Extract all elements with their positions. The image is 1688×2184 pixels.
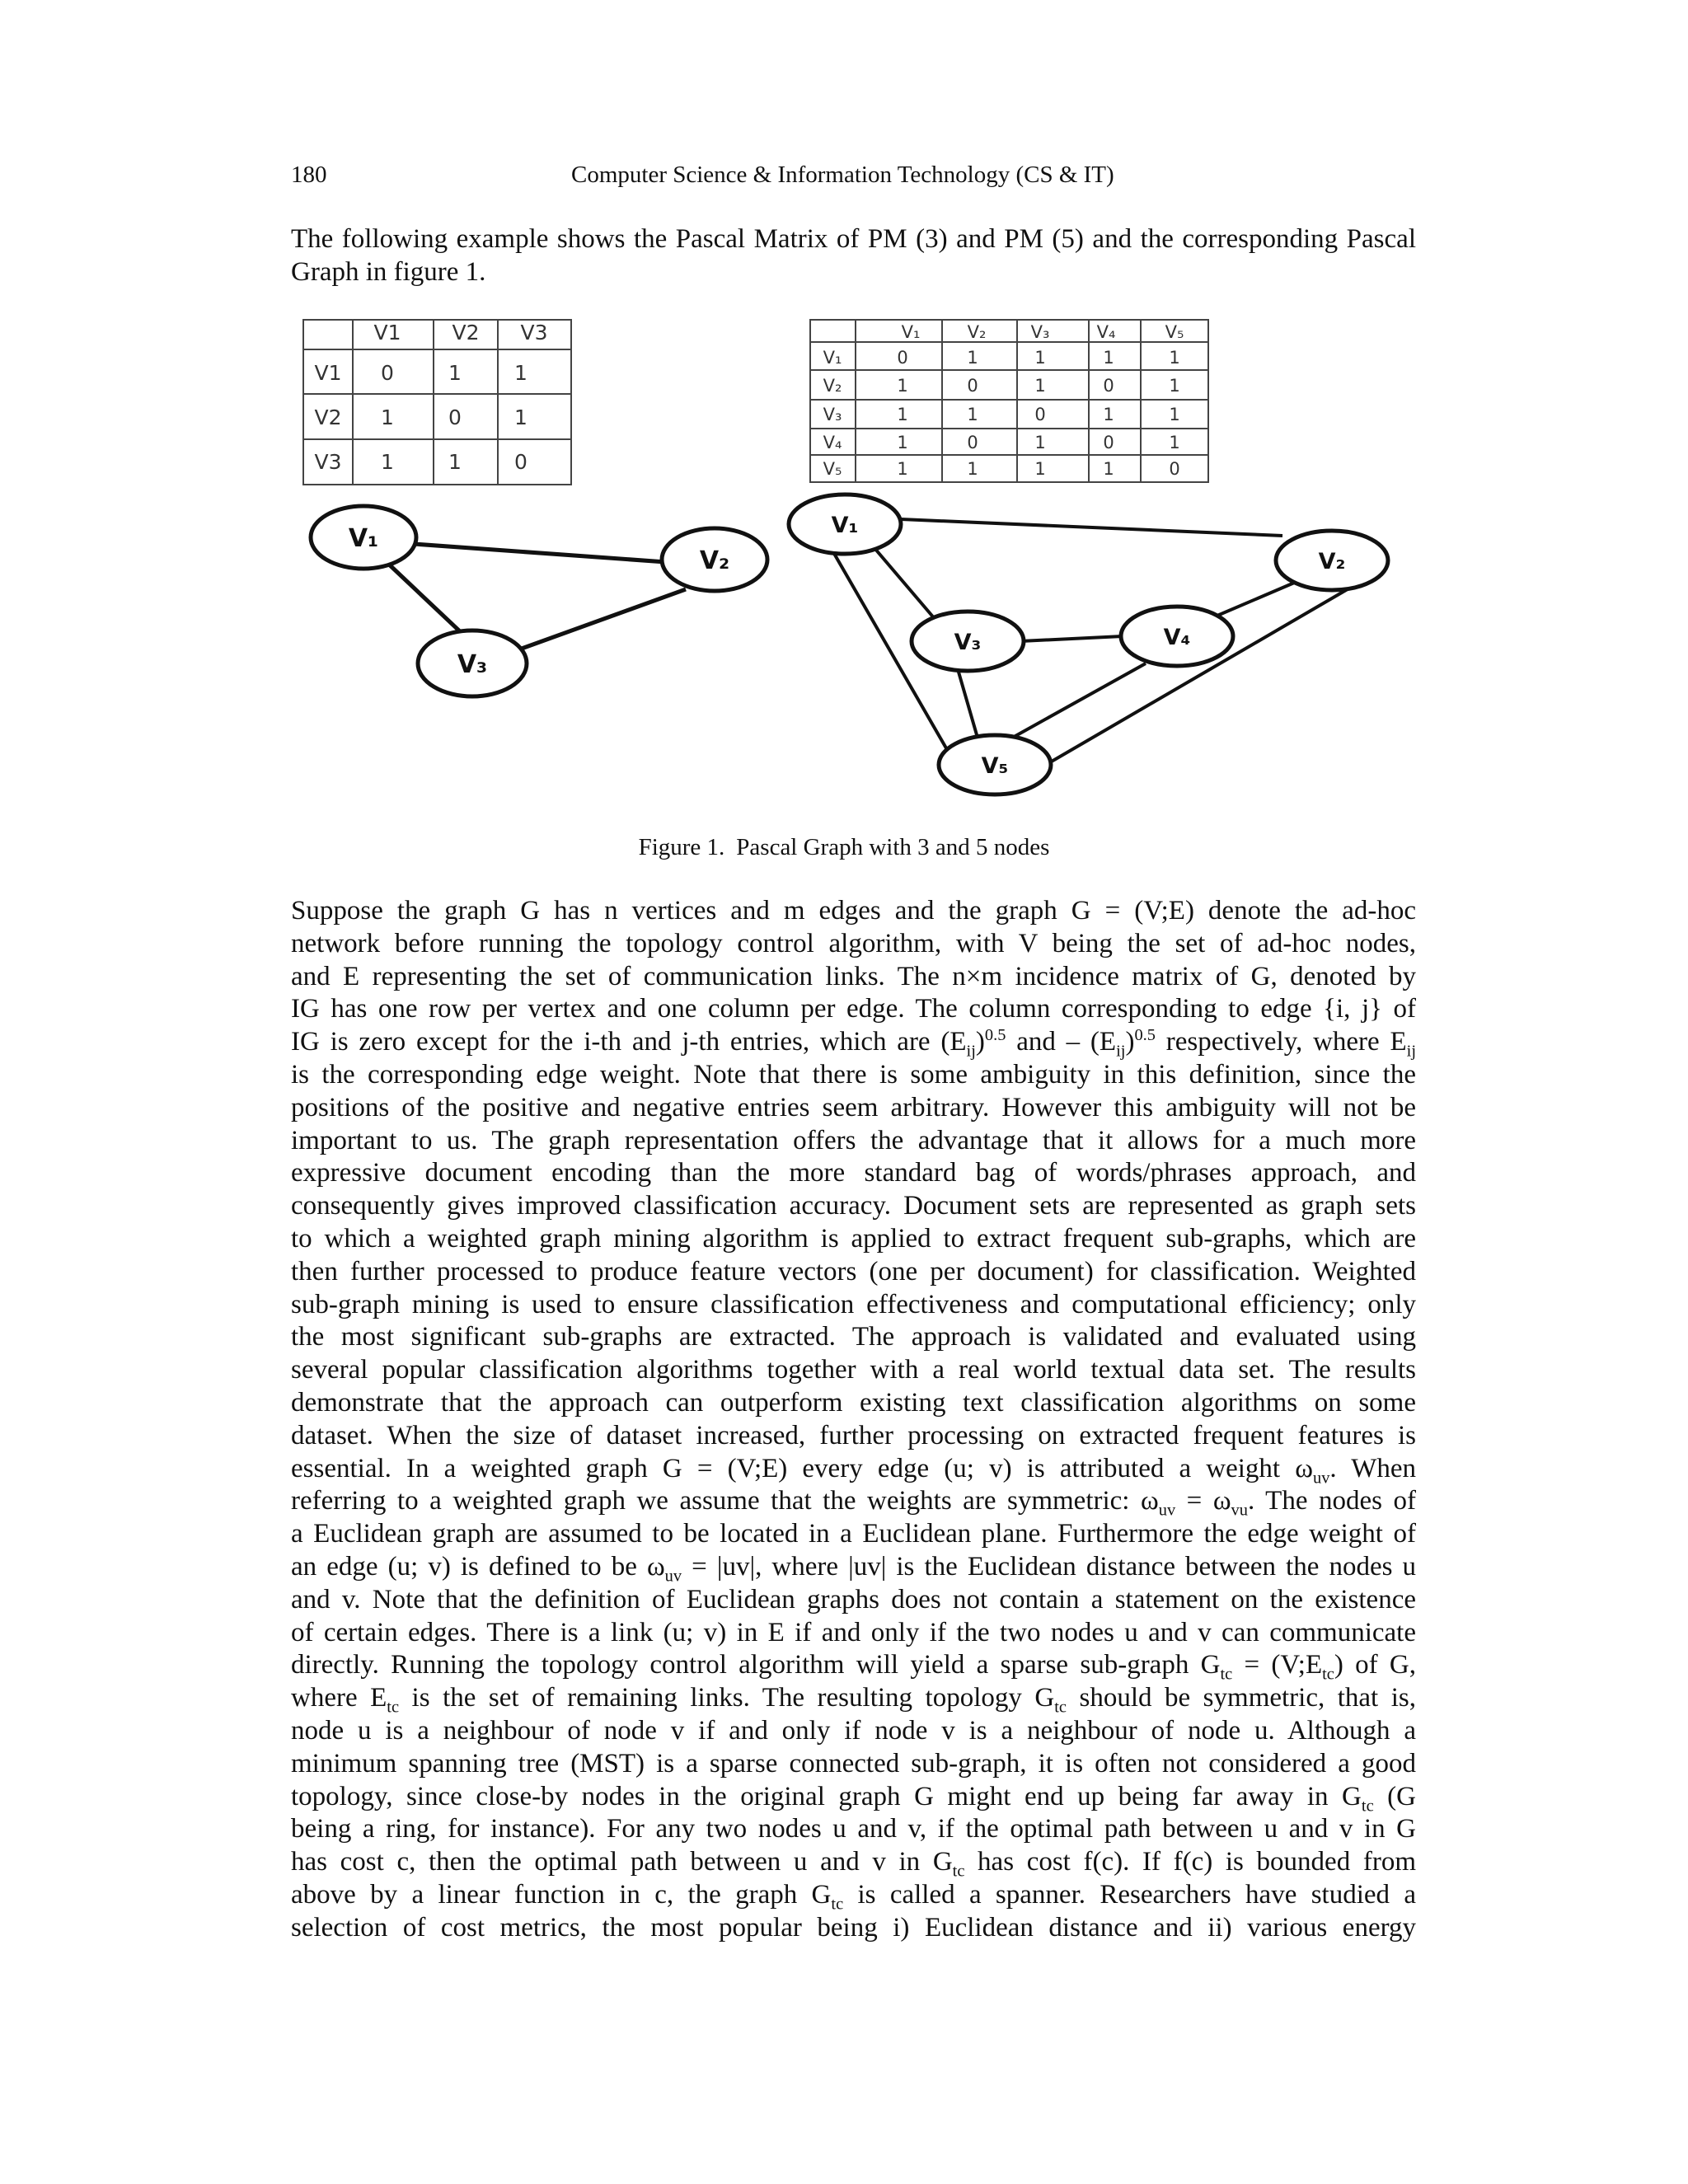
graph3-edge [387, 563, 462, 633]
matrix5-cell: 0 [967, 376, 978, 396]
graph5-edge [1008, 663, 1146, 740]
matrix3-header: V2 [452, 321, 480, 344]
matrix3-cell: 1 [514, 405, 528, 429]
graph5-node-label: V₂ [1318, 549, 1346, 574]
body-line: is the corresponding edge weight. Note that there is some ambiguity in this definition, since the [291, 1059, 1416, 1090]
matrix5-cell: 1 [1103, 459, 1114, 479]
graph5-edge [870, 542, 935, 620]
matrix3-table [303, 320, 571, 485]
matrix5-cell: 0 [967, 433, 978, 452]
graph5-node-label: V₃ [954, 630, 982, 655]
matrix5-cell: 1 [1034, 376, 1046, 396]
matrix3-cell: 0 [448, 405, 462, 429]
graph5-edge [901, 519, 1282, 536]
intro-paragraph: The following example shows the Pascal Matrix of PM (3) and PM (5) and the corresponding Pascal Graph in figure 1. [291, 224, 1416, 287]
graph5-node-label: V₅ [981, 753, 1009, 779]
matrix5-header: V₄ [1096, 322, 1116, 342]
matrix3-cell: 1 [381, 450, 394, 474]
body-line: minimum spanning tree (MST) is a sparse connected sub-graph, it is often not considered a good [291, 1748, 1416, 1779]
body-line: several popular classification algorithms together with a real world textual data set. The results [291, 1355, 1416, 1385]
body-line: then further processed to produce feature vectors (one per document) for classification. Weighted [291, 1256, 1416, 1286]
graph3 [311, 506, 767, 696]
body-line: of certain edges. There is a link (u; v) in E if and only if the two nodes u and v can communicate [291, 1617, 1416, 1647]
body-line: demonstrate that the approach can outperform existing text classification algorithms on some [291, 1387, 1416, 1418]
graph5 [789, 494, 1388, 794]
matrix3-cell: 1 [448, 361, 462, 385]
figure-caption-text: Pascal Graph with 3 and 5 nodes [736, 834, 1050, 860]
body-line: a Euclidean graph are assumed to be located in a Euclidean plane. Furthermore the edge weight of [291, 1519, 1416, 1549]
matrix5-cell: 0 [1103, 376, 1114, 396]
matrix5-header: V₃ [1030, 322, 1050, 342]
matrix3-row-label: V2 [314, 405, 342, 429]
matrix5-cell: 1 [1034, 348, 1046, 368]
body-line: node u is a neighbour of node v if and only if node v is a neighbour of node u. Although a [291, 1715, 1416, 1746]
matrix3-header: V1 [373, 321, 401, 344]
matrix5-row-label: V₄ [823, 433, 842, 452]
matrix5-cell: 1 [967, 348, 978, 368]
graph5-node-label: V₄ [1163, 625, 1191, 650]
body-line: directly. Running the topology control algorithm will yield a sparse sub-graph $G_{tc}$ = $(V;E_{tc})$ of G, [291, 1650, 1417, 1684]
figure-caption [0, 834, 1688, 861]
body-line: dataset. When the size of dataset increased, further processing on extracted frequent features is [291, 1420, 1416, 1451]
matrix5-cell: 1 [1103, 405, 1114, 424]
matrix3-cell: 1 [448, 450, 462, 474]
matrix5-row-label: V₃ [823, 405, 842, 424]
graph3-node-label: V₂ [699, 546, 730, 575]
matrix3-cell: 1 [381, 405, 394, 429]
body-line: essential. In a weighted graph G = (V;E) every edge (u; v) is attributed a weight $\omega_{uv}$. When [291, 1453, 1417, 1488]
body-line: important to us. The graph representation offers the advantage that it allows for a much more [291, 1125, 1416, 1155]
matrix5-row-label: V₁ [823, 348, 842, 368]
graph3-edge [519, 589, 686, 649]
matrix5-cell: 1 [1034, 433, 1046, 452]
matrix5-cell: 1 [1169, 433, 1180, 452]
body-line: network before running the topology control algorithm, with V being the set of ad-hoc nodes, [291, 928, 1416, 958]
matrix5-row-label: V₅ [823, 459, 842, 479]
body-line: Suppose the graph G has n vertices and m edges and the graph G = (V;E) denote the ad-hoc [291, 896, 1416, 926]
body-line: consequently gives improved classification accuracy. Document sets are represented as graph sets [291, 1191, 1416, 1221]
body-line: being a ring, for instance). For any two nodes u and v, if the optimal path between u and v in G [291, 1814, 1416, 1844]
matrix3-header: V3 [520, 321, 548, 344]
body-line: topology, since close-by nodes in the original graph G might end up being far away in $G_{tc}$ (G [291, 1781, 1416, 1816]
matrix5-table [810, 320, 1208, 482]
figure-1 [0, 0, 1688, 824]
body-line: referring to a weighted graph we assume that the weights are symmetric: $\omega_{uv} = \omega_{vu}$. The nodes of [291, 1486, 1417, 1520]
body-line: where $E_{tc}$ is the set of remaining links. The resulting topology $G_{tc}$ should be symmetric, that is, [291, 1683, 1416, 1717]
body-line: to which a weighted graph mining algorithm is applied to extract frequent sub-graphs, which are [291, 1223, 1416, 1254]
matrix5-cell: 1 [1169, 405, 1180, 424]
graph3-node-label: V₁ [348, 524, 379, 553]
body-line: expressive document encoding than the more standard bag of words/phrases approach, and [291, 1158, 1416, 1188]
body-line: above by a linear function in c, the graph $G_{tc}$ is called a spanner. Researchers have studied a [291, 1879, 1416, 1914]
matrix5-header: V₁ [901, 322, 921, 342]
matrix5-cell: 0 [1169, 459, 1180, 479]
body-line: selection of cost metrics, the most popular being i) Euclidean distance and ii) various energy [291, 1912, 1416, 1943]
graph3-node-label: V₃ [457, 650, 488, 679]
body-line: an edge (u; v) is defined to be $\omega_{uv} = |uv|$, where |uv| is the Euclidean distance between the nodes u [291, 1551, 1417, 1586]
matrix5-cell: 0 [1034, 405, 1046, 424]
matrix5-cell: 1 [1169, 376, 1180, 396]
body-line: positions of the positive and negative entries seem arbitrary. However this ambiguity will not be [291, 1092, 1416, 1122]
body-line: and E representing the set of communication links. The n×m incidence matrix of G, denoted by [291, 961, 1416, 991]
matrix5-cell: 1 [967, 405, 978, 424]
graph3-edge [414, 544, 666, 562]
body-paragraph [291, 895, 1416, 1945]
matrix5-cell: 1 [897, 433, 908, 452]
matrix5-cell: 1 [897, 405, 908, 424]
matrix5-cell: 1 [1103, 348, 1114, 368]
matrix5-cell: 1 [897, 376, 908, 396]
matrix5-header: V₂ [967, 322, 987, 342]
matrix3-cell: 0 [381, 361, 394, 385]
matrix3-cell: 1 [514, 361, 528, 385]
matrix5-header: V₅ [1165, 322, 1184, 342]
body-line: and v. Note that the definition of Euclidean graphs does not contain a statement on the existence [291, 1584, 1416, 1615]
page-number: 180 [291, 162, 327, 188]
body-line: IG has one row per vertex and one column per edge. The column corresponding to edge {i, j} of [291, 994, 1416, 1024]
body-line: sub-graph mining is used to ensure classification effectiveness and computational efficiency; only [291, 1289, 1416, 1319]
body-line: the most significant sub-graphs are extracted. The approach is validated and evaluated using [291, 1322, 1416, 1352]
matrix5-cell: 1 [897, 459, 908, 479]
graph5-edge [1020, 636, 1123, 641]
graph5-node-label: V₁ [831, 513, 859, 538]
matrix5-cell: 1 [1034, 459, 1046, 479]
matrix5-cell: 1 [1169, 348, 1180, 368]
figure-caption-label: Figure 1. [638, 834, 725, 860]
matrix3-row-label: V3 [314, 450, 342, 474]
journal-title: Computer Science & Information Technology (CS & IT) [571, 162, 1114, 188]
matrix5-row-label: V₂ [823, 376, 842, 396]
matrix5-cell: 0 [897, 348, 908, 368]
body-line: IG is zero except for the i-th and j-th entries, which are $(E_{ij})^{0.5}$ and – $(E_{ij})^{0.5}$ respectively, where $E_{ij}$ [291, 1026, 1416, 1061]
matrix5-cell: 1 [967, 459, 978, 479]
matrix3-cell: 0 [514, 450, 528, 474]
body-line: has cost c, then the optimal path between u and v in $G_{tc}$ has cost f(c). If f(c) is bounded from [291, 1847, 1416, 1881]
graph5-edge [956, 663, 978, 738]
matrix3-row-label: V1 [314, 361, 342, 385]
matrix5-cell: 0 [1103, 433, 1114, 452]
